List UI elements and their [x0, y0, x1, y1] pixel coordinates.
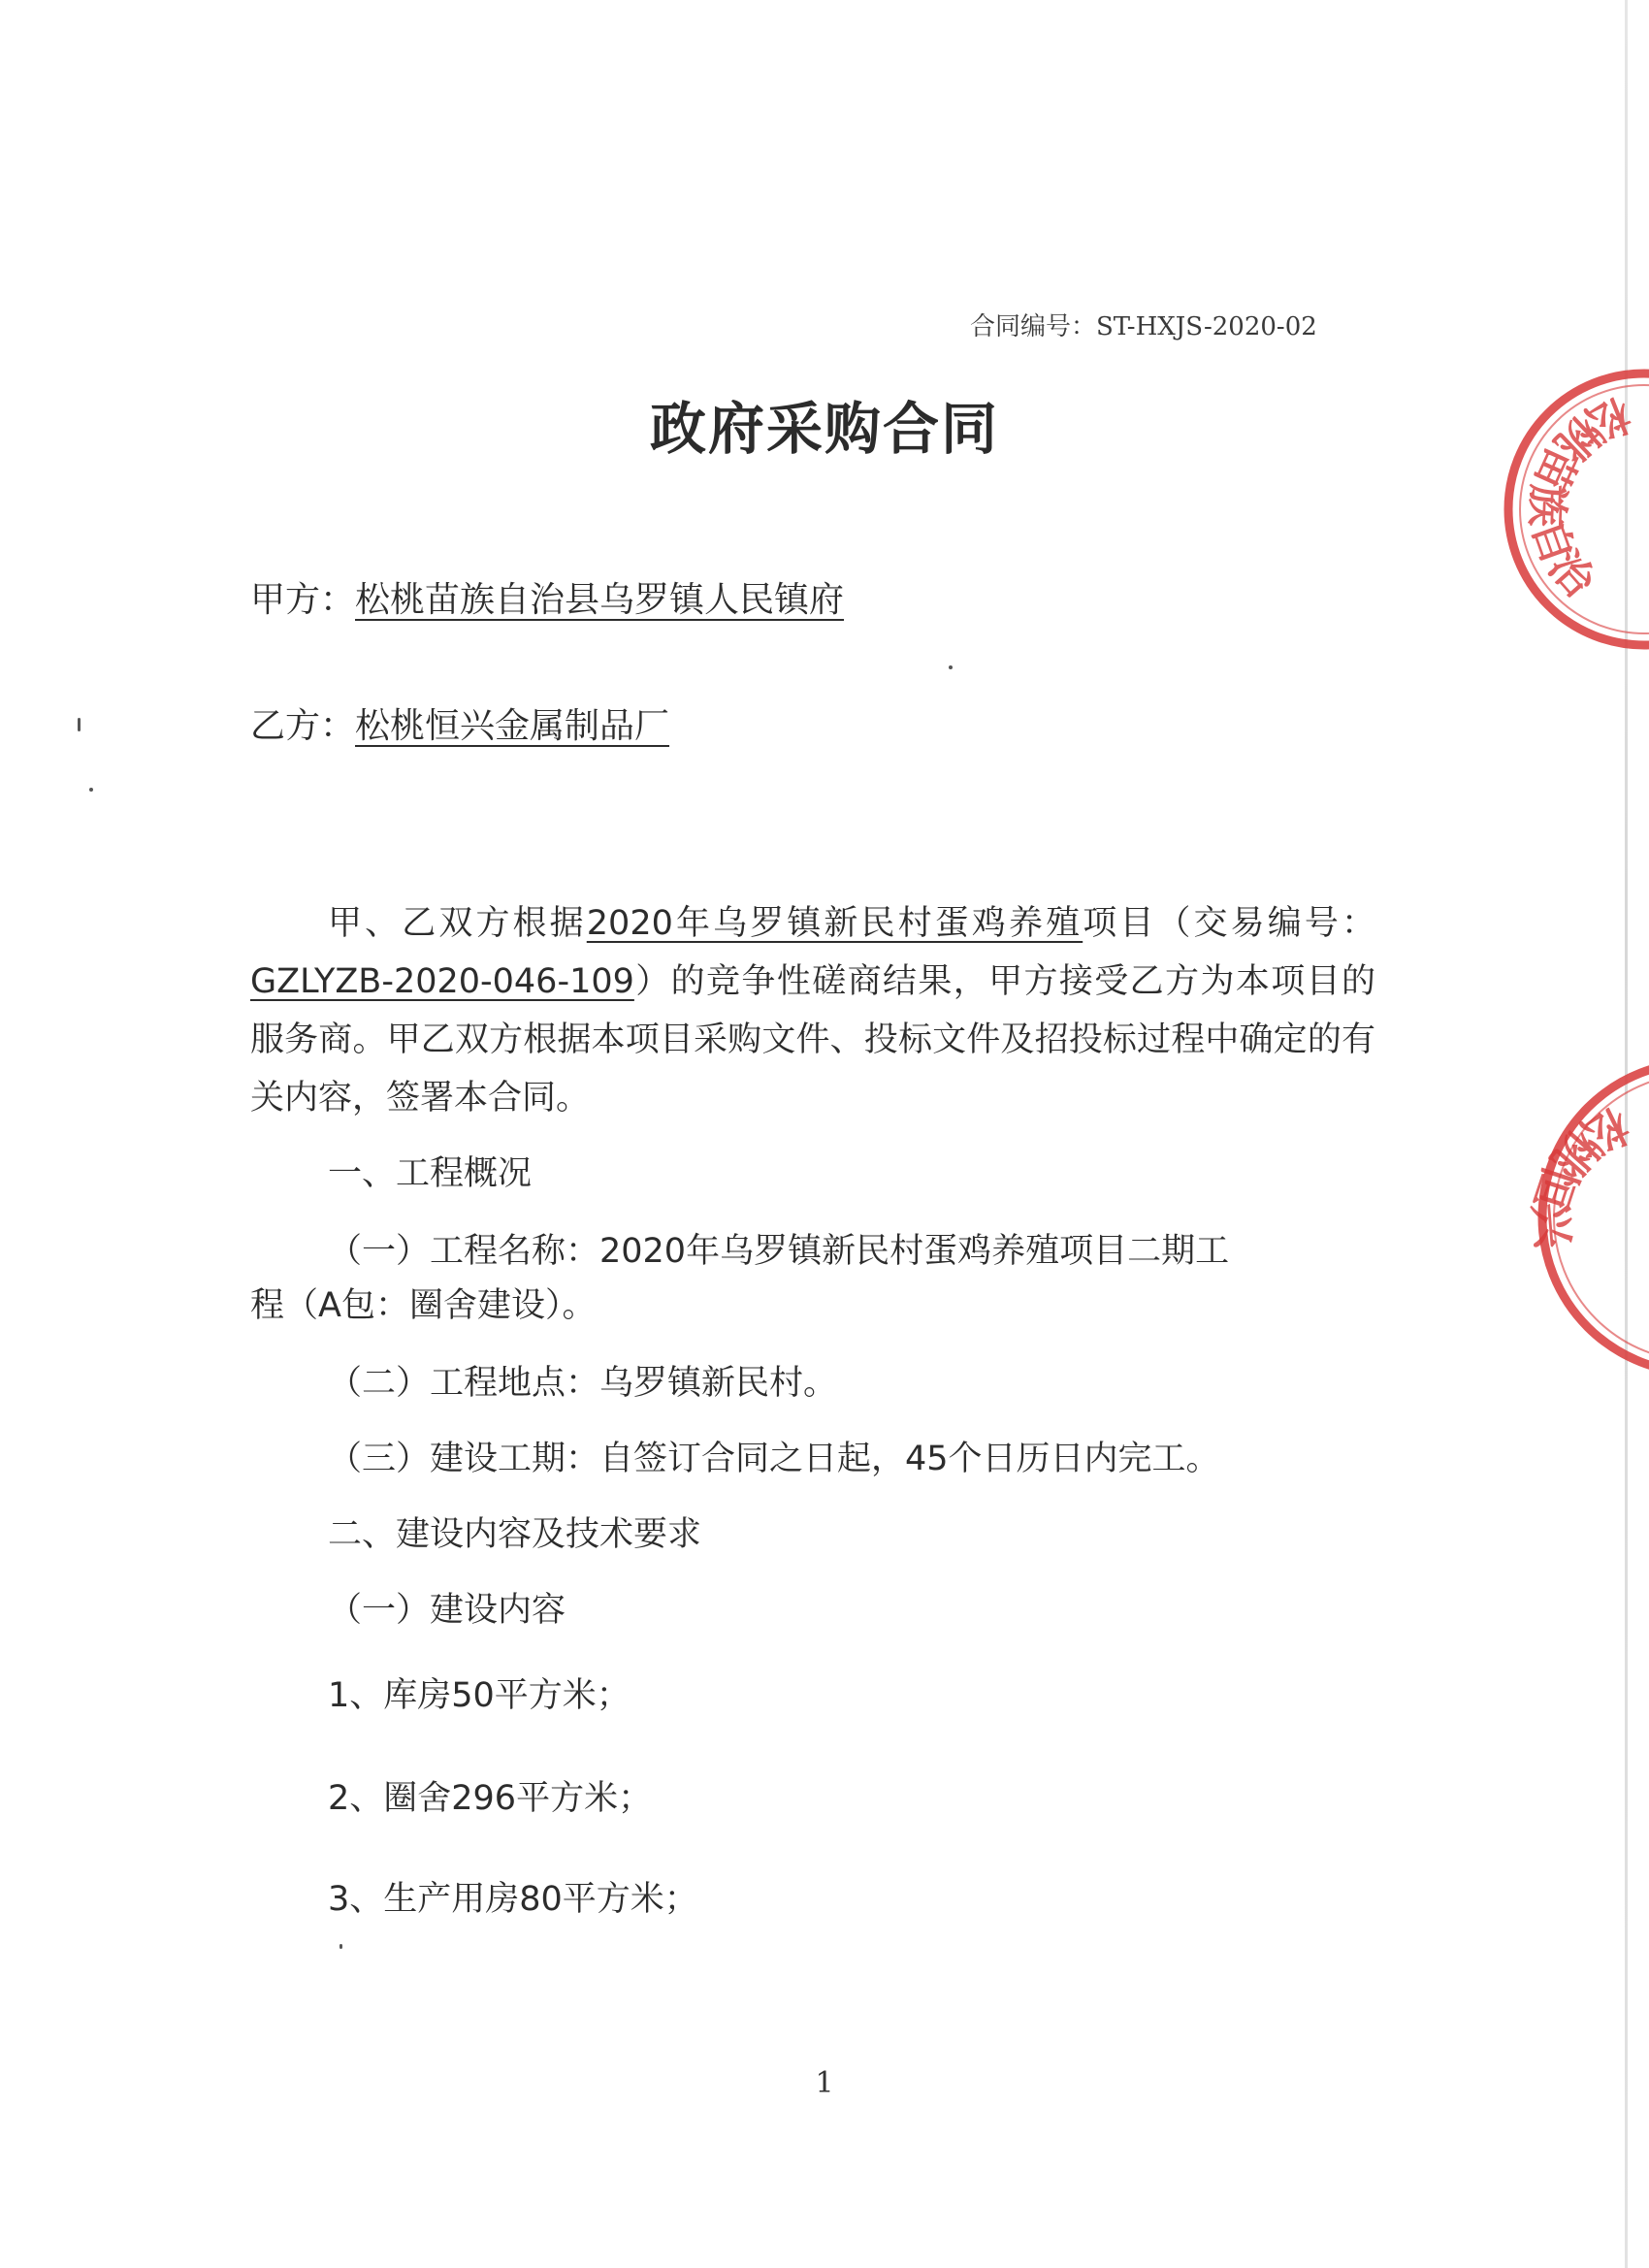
- section1-item1-line2: 程（A包：圈舍建设）。: [250, 1286, 597, 1325]
- section1-heading: 一、工程概况: [328, 1154, 533, 1193]
- party-b-name: 松桃恒兴金属制品厂: [355, 706, 670, 746]
- list-item: 1、库房50平方米；: [328, 1676, 630, 1715]
- seal-stamp-top: [1474, 349, 1649, 669]
- seal-bottom-text: 松桃恒兴: [1523, 1097, 1637, 1250]
- page-number: 1: [815, 2066, 834, 2100]
- section2-subheading: （一）建设内容: [328, 1591, 566, 1630]
- list-item: 2、圈舍296平方米；: [328, 1779, 653, 1818]
- seal-stamp-bottom: [1523, 1048, 1649, 1377]
- party-a-name: 松桃苗族自治县乌罗镇人民镇府: [355, 580, 845, 620]
- intro-trade-number: GZLYZB-2020-046-109: [250, 962, 634, 1001]
- party-a-label: 甲方：: [250, 580, 356, 620]
- scan-speck: [949, 665, 953, 669]
- intro-project-name: 2020年乌罗镇新民村蛋鸡养殖: [586, 904, 1083, 943]
- intro-part3: ）的竞争性磋商结果，甲方接受乙方为本项目的服务商。甲乙双方根据本项目采购文件、投标文件及招投标过程中确定的有关内容，签署本合同。: [250, 962, 1375, 1118]
- scan-speck: [89, 788, 93, 792]
- section1-item1-line1: （一）工程名称：2020年乌罗镇新民村蛋鸡养殖项目二期工: [328, 1232, 1230, 1271]
- intro-part2: 项目（交易编号：: [1083, 904, 1375, 943]
- intro-part1: 甲、乙双方根据: [328, 904, 587, 943]
- page-title: 政府采购合同: [649, 396, 999, 462]
- party-b-label: 乙方：: [250, 706, 356, 746]
- section1-item2: （二）工程地点：乌罗镇新民村。: [328, 1364, 838, 1403]
- section2-heading: 二、建设内容及技术要求: [328, 1515, 702, 1554]
- section1-item3: （三）建设工期：自签订合同之日起，45个日历日内完工。: [328, 1440, 1220, 1478]
- party-b: [250, 698, 681, 748]
- scan-speck: [78, 718, 81, 731]
- scan-speck: [340, 1944, 342, 1949]
- contract-number: 合同编号：ST-HXJS-2020-02: [970, 312, 1317, 341]
- svg-text:松桃恒兴: [1524, 1098, 1637, 1250]
- intro-paragraph: [250, 894, 1375, 1127]
- seal-top-text: 松桃苗族自治: [1521, 387, 1637, 606]
- party-a: [250, 572, 856, 622]
- list-item: 3、生产用房80平方米；: [328, 1880, 698, 1919]
